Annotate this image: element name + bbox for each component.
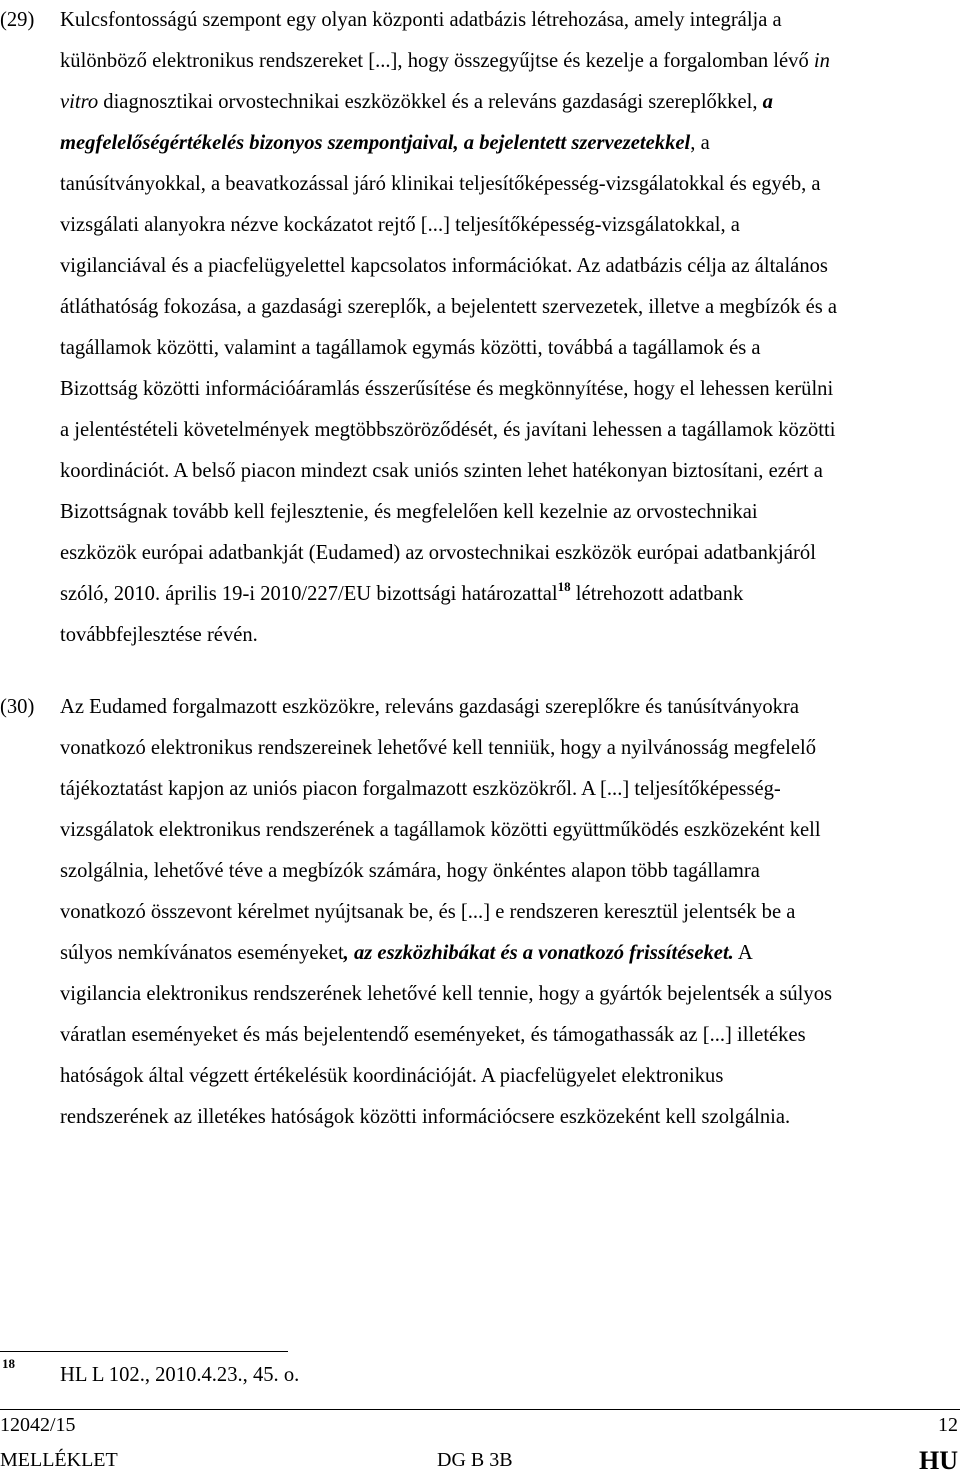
text-line (60, 492, 758, 533)
footer-separator (0, 1409, 960, 1410)
text-run: rendszerének az illetékes hatóságok közötti információcsere eszközeként kell szolgálnia. (60, 1106, 791, 1128)
text-line (60, 246, 828, 287)
recital-number: (29) (0, 9, 35, 31)
text-run: vigilancia elektronikus rendszerének lehetővé kell tennie, hogy a gyártók bejelentsék a súlyos (60, 983, 833, 1005)
text-line (60, 328, 761, 369)
text-run: szóló, 2010. április 19-i 2010/227/EU bizottsági határozattal (60, 583, 558, 605)
text-line (60, 810, 821, 851)
text-line (60, 533, 816, 574)
text-line (60, 41, 830, 82)
text-run: A (733, 942, 753, 964)
text-line (60, 164, 821, 205)
text-run: a jelentéstételi követelmények megtöbbszöröződését, és javítani lehessen a tagállamok közötti (60, 419, 836, 441)
text-run: , a (690, 132, 710, 154)
text-run: továbbfejlesztése révén. (60, 624, 258, 646)
text-line (60, 892, 795, 933)
footnote-separator (0, 1351, 288, 1352)
footnote-reference: 18 (557, 579, 571, 594)
text-run: átláthatóság fokozása, a gazdasági szereplők, a bejelentett szervezetek, illetve a megbízók és a (60, 296, 838, 318)
directorate-code: DG B 3B (437, 1449, 513, 1471)
text-run: Bizottság közötti információáramlás ésszerűsítése és megkönnyítése, hogy el lehessen kerülni (60, 378, 834, 400)
text-run: vitro (60, 91, 99, 113)
recital-number: (30) (0, 696, 35, 718)
text-line (60, 410, 835, 451)
footnote-text: HL L 102., 2010.4.23., 45. o. (60, 1364, 300, 1386)
text-line (60, 574, 743, 615)
text-line (60, 615, 258, 656)
text-run: vizsgálatok elektronikus rendszerének a tagállamok közötti együttműködés eszközeként kell (60, 819, 821, 841)
text-run: megfelelőségértékelés bizonyos szempontjaival, a bejelentett szervezetekkel (60, 132, 691, 154)
text-run: Az Eudamed forgalmazott eszközökre, releváns gazdasági szereplőkre és tanúsítványokra (60, 696, 799, 718)
text-run: szolgálnia, lehetővé téve a megbízók számára, hogy önkéntes alapon több tagállamra (60, 860, 760, 882)
text-run: vonatkozó összevont kérelmet nyújtsanak be, és [...] e rendszeren keresztül jelentsék be a (60, 901, 796, 923)
text-run: Bizottságnak tovább kell fejlesztenie, és megfelelően kell kezelnie az orvostechnikai (60, 501, 758, 523)
footnote-mark: 18 (2, 1356, 15, 1371)
text-line (60, 0, 782, 41)
text-line (60, 205, 740, 246)
text-run: létrehozott adatbank (570, 583, 744, 605)
text-line (60, 82, 773, 123)
text-run: diagnosztikai orvostechnikai eszközökkel és a releváns gazdasági szereplőkkel, (98, 91, 763, 113)
text-line (60, 728, 816, 769)
text-run: eszközök európai adatbankját (Eudamed) az orvostechnikai eszközök európai adatbankjáról (60, 542, 816, 564)
text-line (60, 123, 710, 164)
text-line (60, 1015, 806, 1056)
text-run: hatóságok által végzett értékelésük koordinációját. A piacfelügyelet elektronikus (60, 1065, 724, 1087)
text-run: , az eszközhibákat és a vonatkozó frissítéseket. (343, 942, 734, 964)
document-reference: 12042/15 (0, 1414, 76, 1436)
language-code: HU (919, 1446, 958, 1475)
annex-label: MELLÉKLET (0, 1449, 118, 1471)
text-run: különböző elektronikus rendszereket [...], hogy összegyűjtse és kezelje a forgalomban lévő (60, 50, 814, 72)
text-line (60, 1097, 790, 1138)
text-line (60, 933, 753, 974)
text-run: in (813, 50, 830, 72)
text-run: Kulcsfontosságú szempont egy olyan központi adatbázis létrehozása, amely integrálja a (60, 9, 782, 31)
text-run: vizsgálati alanyokra nézve kockázatot rejtő [...] teljesítőképesség-vizsgálatokkal, a (60, 214, 740, 236)
text-run: koordinációt. A belső piacon mindezt csak uniós szinten lehet hatékonyan biztosítani, ezért a (60, 460, 823, 482)
text-run: vigilanciával és a piacfelügyelettel kapcsolatos információkat. Az adatbázis célja az általános (60, 255, 828, 277)
text-line (60, 1056, 723, 1097)
text-run: súlyos nemkívánatos eseményeket (60, 942, 344, 964)
text-run: tájékoztatást kapjon az uniós piacon forgalmazott eszközökről. A [...] teljesítőképesség- (60, 778, 781, 800)
text-run: tagállamok közötti, valamint a tagállamok egymás közötti, továbbá a tagállamok és a (60, 337, 761, 359)
page-number: 12 (938, 1414, 958, 1436)
text-run: váratlan eseményeket és más bejelentendő eseményeket, és támogathassák az [...] illetékes (60, 1024, 806, 1046)
text-run: vonatkozó elektronikus rendszereinek lehetővé kell tenniük, hogy a nyilvánosság megfelelő (60, 737, 817, 759)
text-line (60, 851, 760, 892)
text-line (60, 369, 833, 410)
text-run: a (762, 91, 773, 113)
text-run: tanúsítványokkal, a beavatkozással járó klinikai teljesítőképesség-vizsgálatokkal és egyéb, a (60, 173, 821, 195)
text-line (60, 769, 781, 810)
text-line (60, 687, 799, 728)
text-line (60, 974, 832, 1015)
text-line (60, 287, 837, 328)
text-line (60, 451, 823, 492)
